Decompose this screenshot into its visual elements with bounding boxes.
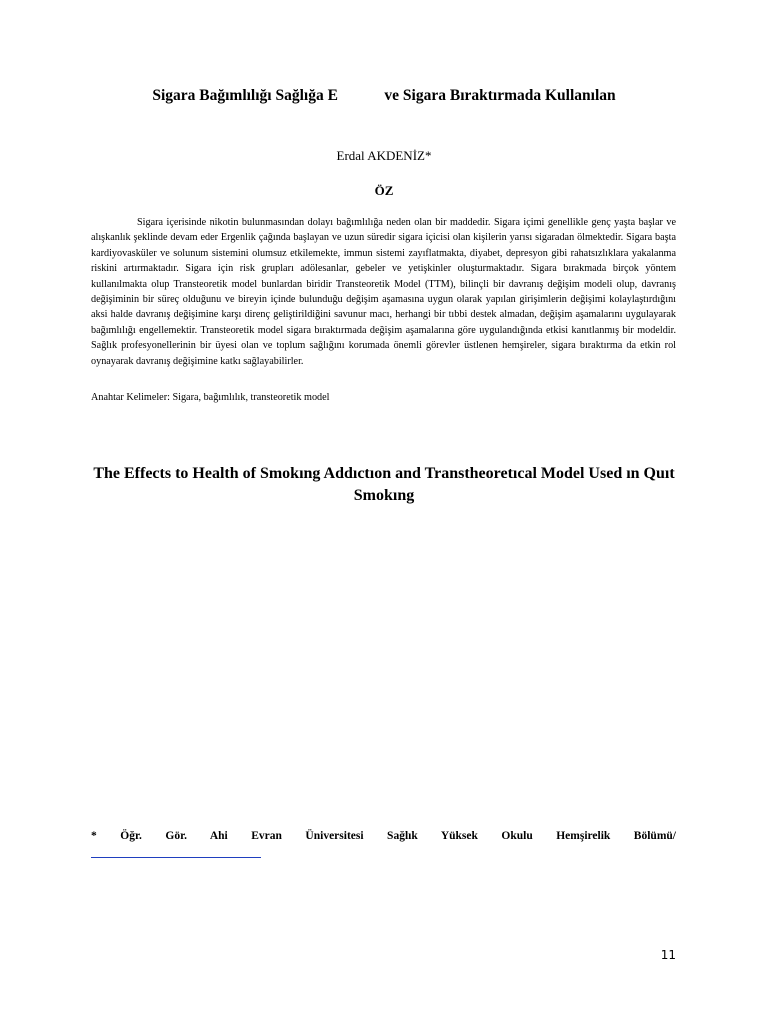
- abstract-heading: ÖZ: [374, 183, 394, 198]
- keywords: Anahtar Kelimeler: Sigara, bağımlılık, transteoretik model: [91, 392, 330, 403]
- author-name: Erdal AKDENİZ*: [336, 148, 432, 163]
- paper-title-english: The Effects to Health of Smokıng Addıctıon and Transtheoretıcal Model Used ın Quıt Smokıng: [93, 465, 675, 504]
- abstract-text: Sigara içerisinde nikotin bulunmasından dolayı bağımlılığa neden olan bir maddedir. Sigara içimi genellikle genç yaşta başlar ve alışkanlık şeklinde devam eder Ergenlik çağında başlayan ve uzun süredir sigara içicisi olan kişilerin yarısı sigaradan ölmektedir. Sigara başta kardiyovasküler ve solunum sistemini olumsuz etkilemekte, immun sistemi zayıflatmakta, diyabet, depresyon gibi rahatsızlıklara yakalanma riskini artırmaktadır. Sigara için risk grupları adölesanlar, gebeler ve yetişkinler oluşturmaktadır. Sigara bırakmada birçok yöntem kullanılmakta olup Transteoretik model bunlardan biridir Transteoretik Model (TTM), bilinçli bir davranış değişim modeli olup, davranış değişiminin bir süreç olduğunu ve bireyin içinde bulunduğu değişim aşamasına uygun olarak yapılan girişimlerin değişimi kolaylaştırdığını aksi halde davranış değişimine karşı direnç geliştirildiğini savunur macı, herhangi bir tıbbi destek almadan, değişim aşamalarını uygulayarak bağımlılığı engellemektir. Transteoretik model sigara bıraktırmada değişim aşamalarına göre uygulandığında etkisi kanıtlanmış bir modeldir. Sağlık profesyonellerinin bir üyesi olan ve toplum sağlığını korumada önemli görevler üstlenen hemşireler, sigara bıraktırma da etkin rol oynayarak davranış değişimine katkı sağlayabilirler.: [91, 217, 676, 367]
- paper-title-turkish: Sigara Bağımlılığı Sağlığa E ve Sigara Bıraktırmada Kullanılan: [152, 87, 616, 104]
- author-affiliation-footnote: * Öğr. Gör. Ahi Evran Üniversitesi Sağlık Yüksek Okulu Hemşirelik Bölümü/: [91, 830, 676, 842]
- email-link-underline[interactable]: [91, 857, 261, 858]
- page-number: 11: [660, 948, 676, 962]
